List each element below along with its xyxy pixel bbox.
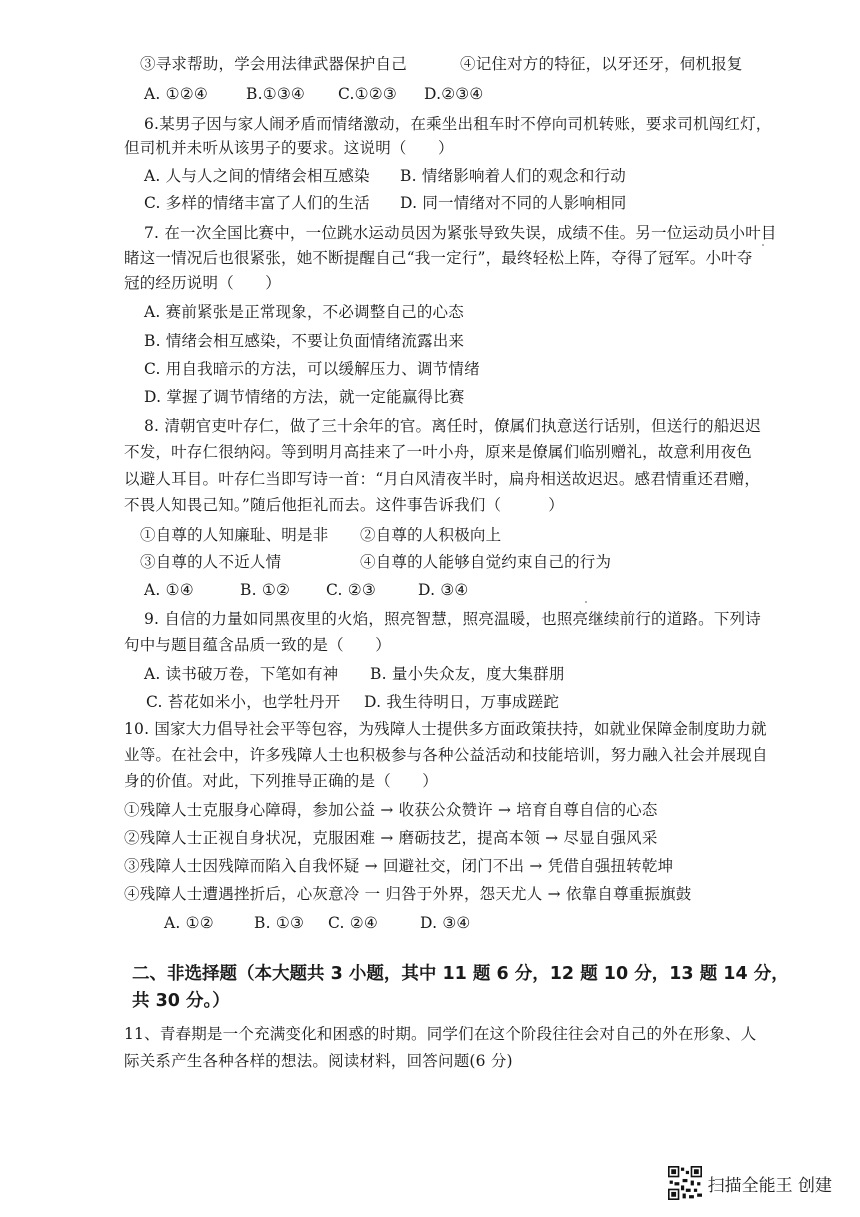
section-2-heading-line1: 二、非选择题（本大题共 3 小题，其中 11 题 6 分，12 题 10 分，13 题 14 分， [132, 964, 789, 984]
q9-option-a: A. 读书破万卷，下笔如有神 [144, 665, 339, 683]
q10-choice-b: B. ①③ [254, 914, 305, 932]
q9-option-b: B. 量小失众友，度大集群朋 [370, 665, 565, 683]
q6-option-d: D. 同一情绪对不同的人影响相同 [400, 194, 627, 212]
q5-choice-a: A. ①②④ [144, 85, 208, 103]
q7-option-b: B. 情绪会相互感染，不要让负面情绪流露出来 [144, 332, 465, 350]
q7-stem-line2: 睹这一情况后也很紧张，她不断提醒自己“我一定行”，最终轻松上阵，夺得了冠军。小叶夺 [124, 249, 753, 267]
q5-option-3: ③寻求帮助，学会用法律武器保护自己 [140, 55, 407, 73]
q11-stem-line1: 11、青春期是一个充满变化和困惑的时期。同学们在这个阶段往往会对自己的外在形象、人 [124, 1025, 757, 1043]
q10-stem-line3: 身的价值。对此，下列推导正确的是（ ） [124, 772, 439, 790]
q8-option-3: ③自尊的人不近人情 [140, 553, 282, 571]
q10-option-3: ③残障人士因残障而陷入自我怀疑 → 回避社交，闭门不出 → 凭借自强扭转乾坤 [124, 857, 674, 875]
q10-option-1: ①残障人士克服身心障碍，参加公益 → 收获公众赞许 → 培育自尊自信的心态 [124, 801, 658, 819]
q10-choice-d: D. ③④ [420, 914, 471, 932]
section-2-heading-line2: 共 30 分。） [132, 991, 230, 1011]
q5-option-4: ④记住对方的特征，以牙还牙，伺机报复 [460, 55, 743, 73]
scan-speck [762, 244, 764, 246]
q10-option-4: ④残障人士遭遇挫折后，心灰意冷 一 归咎于外界，怨天尤人 → 依靠自尊重振旗鼓 [124, 885, 692, 903]
q8-choice-b: B. ①② [240, 581, 291, 599]
q5-choice-d: D.②③④ [424, 85, 484, 103]
q6-option-c: C. 多样的情绪丰富了人们的生活 [144, 194, 370, 212]
q5-choice-b: B.①③④ [246, 85, 306, 103]
q10-stem-line1: 10. 国家大力倡导社会平等包容，为残障人士提供多方面政策扶持，如就业保障金制度助力就 [124, 720, 767, 738]
q8-stem-line1: 8. 清朝官吏叶存仁，做了三十余年的官。离任时，僚属们执意送行话别，但送行的船迟迟 [144, 417, 761, 435]
q8-stem-line2: 不发，叶存仁很纳闷。等到明月高挂来了一叶小舟，原来是僚属们临别赠礼，故意利用夜色 [124, 443, 753, 461]
qr-code-icon [668, 1166, 702, 1200]
watermark-text: 扫描全能王 创建 [707, 1175, 832, 1196]
q6-option-b: B. 情绪影响着人们的观念和行动 [400, 167, 626, 185]
q8-choice-d: D. ③④ [418, 581, 469, 599]
scanner-watermark [668, 1166, 832, 1200]
q8-option-1: ①自尊的人知廉耻、明是非 [140, 526, 329, 544]
q7-option-c: C. 用自我暗示的方法，可以缓解压力、调节情绪 [144, 360, 480, 378]
q10-choice-a: A. ①② [164, 914, 214, 932]
q7-stem-line1: 7. 在一次全国比赛中，一位跳水运动员因为紧张导致失误，成绩不佳。另一位运动员小叶目 [144, 224, 777, 242]
q8-choice-a: A. ①④ [144, 581, 194, 599]
q6-stem-line1: 6.某男子因与家人闹矛盾而情绪激动，在乘坐出租车时不停向司机转账，要求司机闯红灯， [144, 115, 772, 133]
q10-stem-line2: 业等。在社会中，许多残障人士也积极参与各种公益活动和技能培训，努力融入社会并展现自 [124, 746, 768, 764]
q9-option-d: D. 我生待明日，万事成蹉跎 [364, 693, 560, 711]
q9-stem-line1: 9. 自信的力量如同黑夜里的火焰，照亮智慧，照亮温暖，也照亮继续前行的道路。下列诗 [144, 610, 761, 628]
scan-speck [585, 601, 587, 603]
q9-option-c: C. 苔花如米小，也学牡丹开 [146, 693, 341, 711]
q10-option-2: ②残障人士正视自身状况，克服困难 → 磨砺技艺，提高本领 → 尽显自强风采 [124, 829, 658, 847]
q7-stem-line3: 冠的经历说明（ ） [124, 274, 282, 292]
q9-stem-line2: 句中与题目蕴含品质一致的是（ ） [124, 636, 391, 654]
q10-choice-c: C. ②④ [328, 914, 378, 932]
q8-choice-c: C. ②③ [326, 581, 376, 599]
q7-option-a: A. 赛前紧张是正常现象，不必调整自己的心态 [144, 303, 464, 321]
q5-choice-c: C.①②③ [338, 85, 397, 103]
q8-stem-line3: 以避人耳目。叶存仁当即写诗一首：“月白风清夜半时，扁舟相送故迟迟。感君情重还君赠， [124, 470, 761, 488]
q11-stem-line2: 际关系产生各种各样的想法。阅读材料，回答问题(6 分) [124, 1052, 513, 1070]
q6-stem-line2: 但司机并未听从该男子的要求。这说明（ ） [124, 139, 454, 157]
q8-option-2: ②自尊的人积极向上 [360, 526, 502, 544]
q7-option-d: D. 掌握了调节情绪的方法，就一定能赢得比赛 [144, 388, 465, 406]
q8-stem-line4: 不畏人知畏己知。”随后他拒礼而去。这件事告诉我们（ ） [124, 496, 564, 514]
q6-option-a: A. 人与人之间的情绪会相互感染 [144, 167, 370, 185]
q8-option-4: ④自尊的人能够自觉约束自己的行为 [360, 553, 612, 571]
